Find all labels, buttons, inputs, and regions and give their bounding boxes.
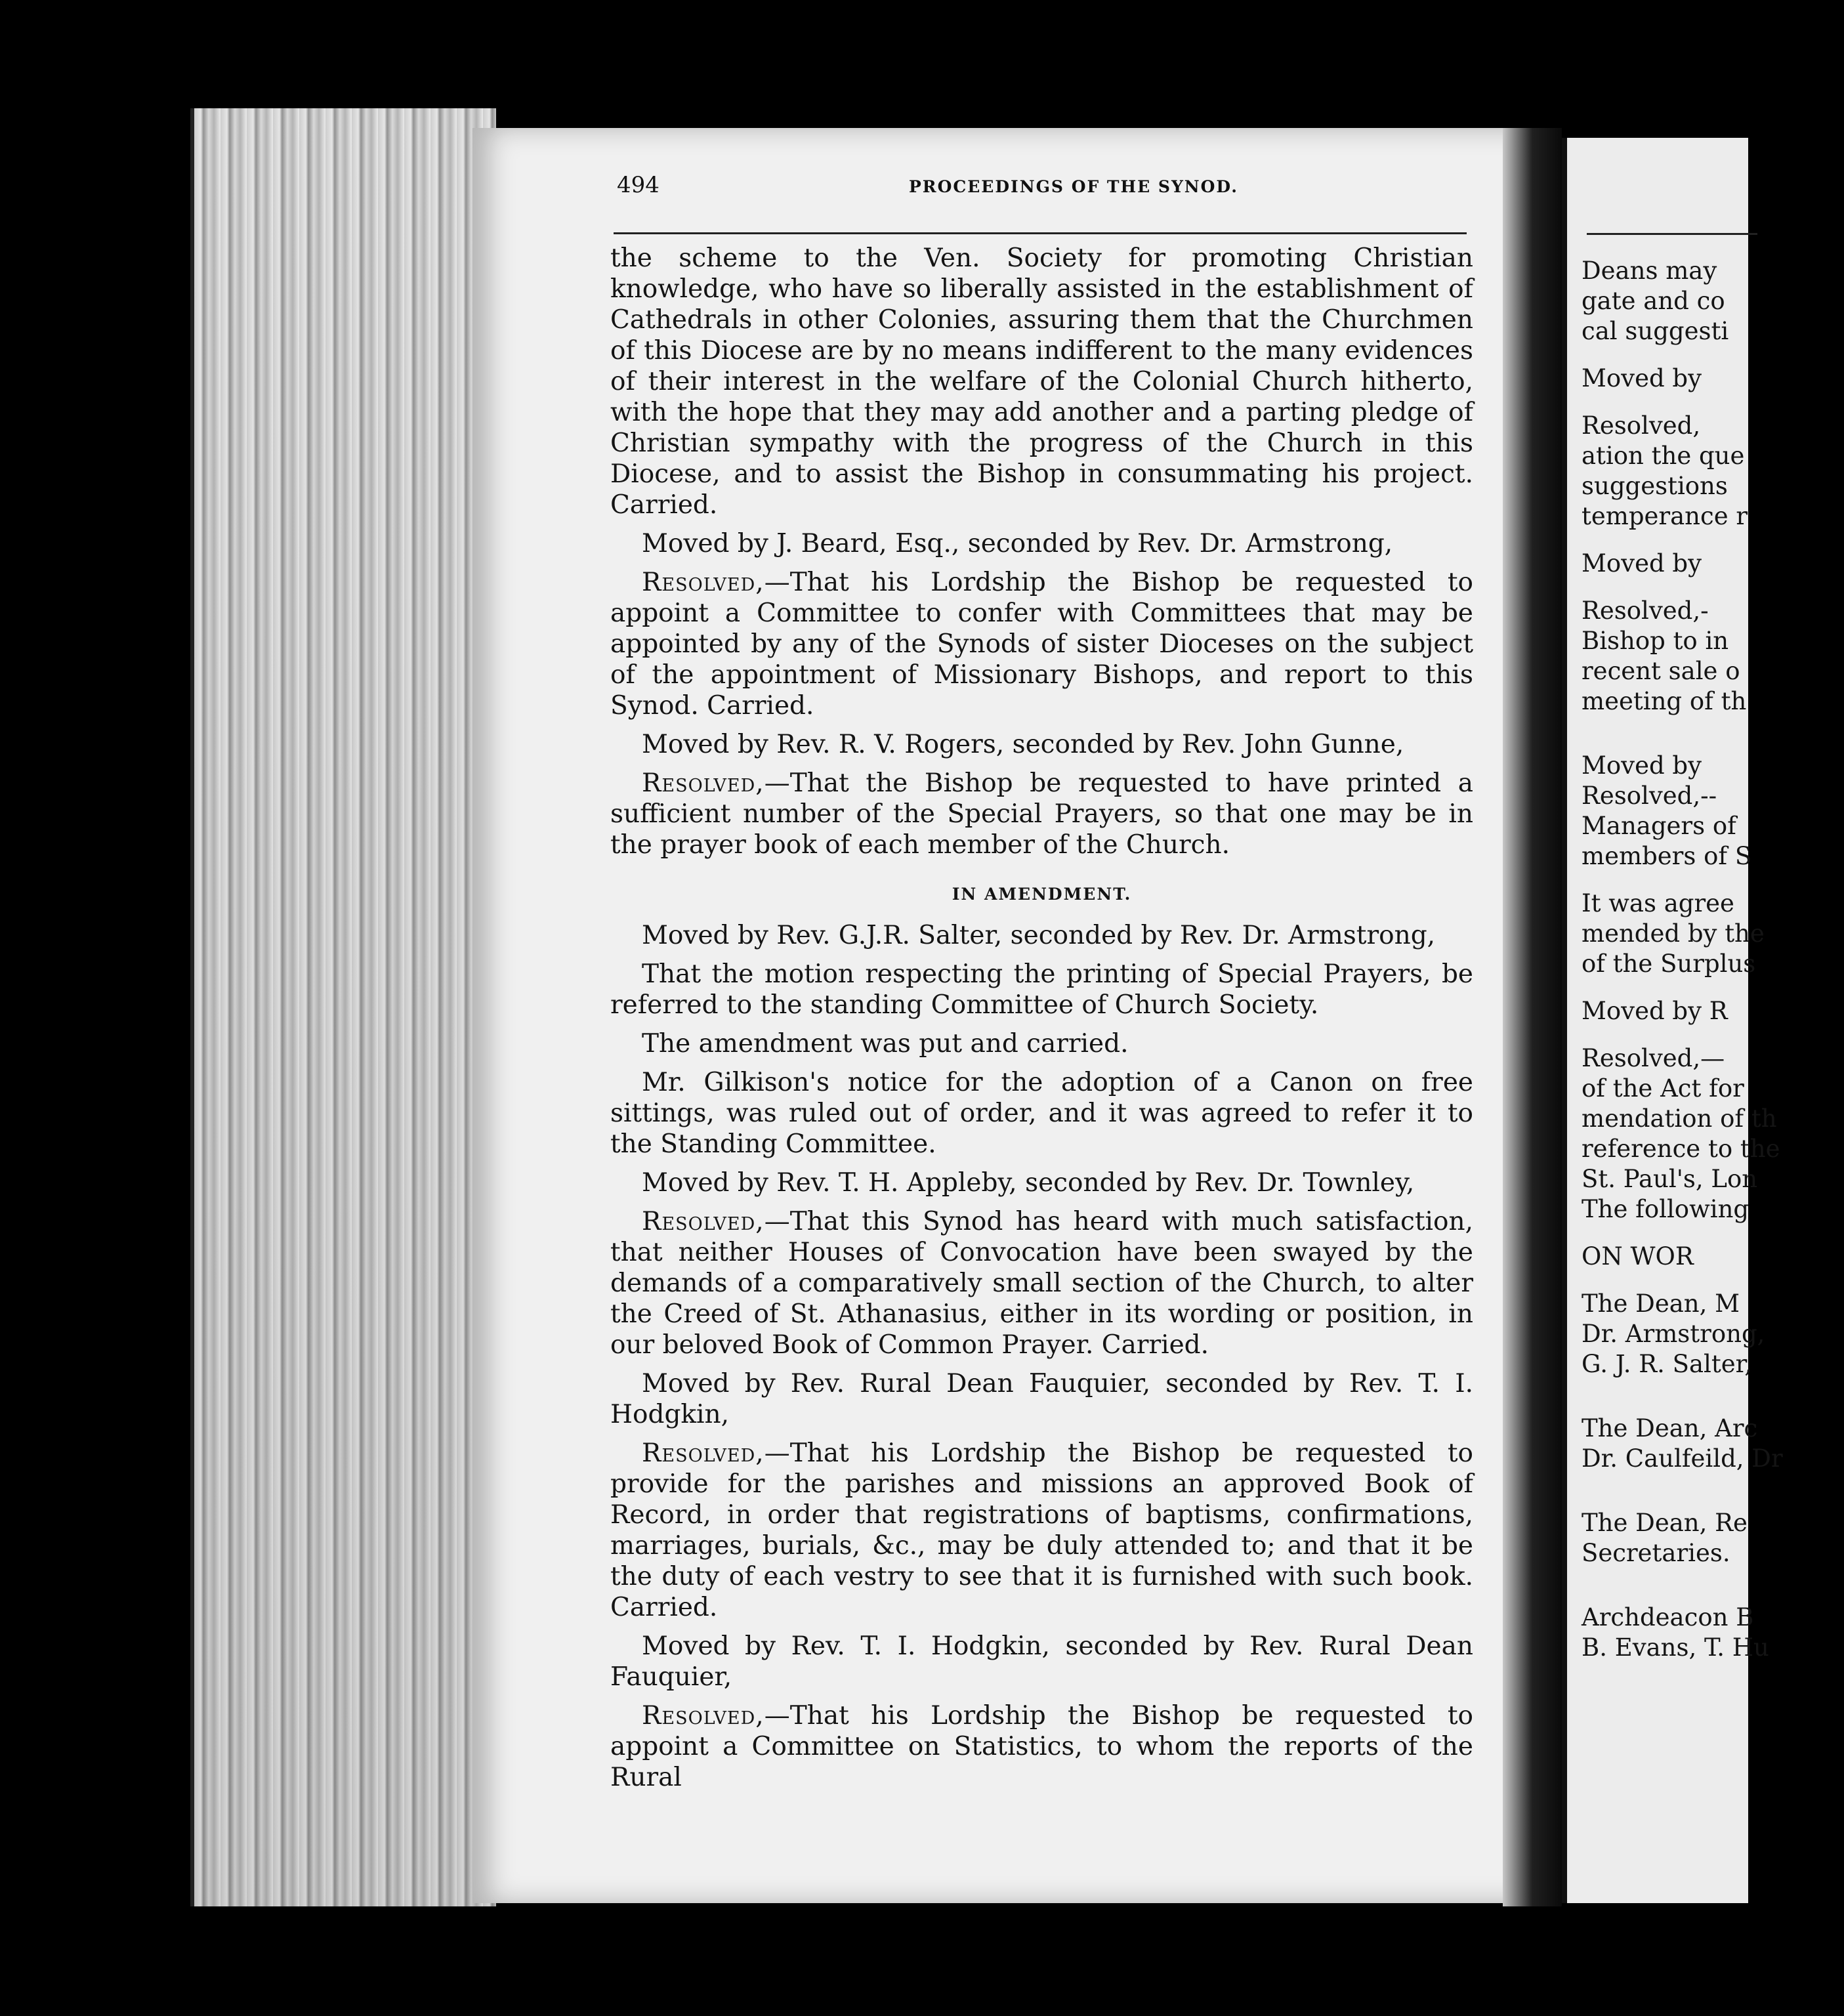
right-page-gap xyxy=(1582,1396,1844,1414)
right-page-line: It was agree xyxy=(1582,889,1734,917)
right-page-line: ON WOR xyxy=(1582,1242,1694,1270)
right-page-line: mendation of th xyxy=(1582,1104,1777,1133)
right-page-gap xyxy=(1582,1026,1844,1043)
right-page-body xyxy=(1582,256,1844,1663)
paragraph xyxy=(610,1206,1473,1360)
paragraph-text: —That his Lordship the Bishop be requested to appoint a Committee to confer with Committees that may be appointed by any of the Synods of sister Dioceses on the subject of the appointment of Missionary Bishops, and report to this Synod. Carried. xyxy=(610,568,1473,721)
right-page-line: members of S xyxy=(1582,842,1752,870)
right-page-line: Secretaries. xyxy=(1582,1539,1730,1567)
paragraph xyxy=(610,1438,1473,1623)
right-page-line: cal suggesti xyxy=(1582,317,1729,345)
resolved-lead: Resolved, xyxy=(642,1207,765,1236)
right-page-gap xyxy=(1582,1474,1844,1491)
right-page-line: ation the que xyxy=(1582,442,1745,470)
right-page-line: Moved by xyxy=(1582,549,1702,578)
right-page-line: of the Act for xyxy=(1582,1074,1744,1102)
paragraph-text: —That this Synod has heard with much satisfaction, that neither Houses of Convocation have been swayed by the demands of a comparatively small section of the Church, to alter the Creed of St. Athanasius, either in its wording or position, in our beloved Book of Common Prayer. Carried. xyxy=(610,1207,1473,1360)
right-page-line: Resolved, xyxy=(1582,411,1701,440)
right-page-line: reference to the xyxy=(1582,1135,1780,1163)
right-page-line: Moved by xyxy=(1582,364,1702,392)
right-page-line: Archdeacon B xyxy=(1582,1603,1754,1631)
right-page-line: recent sale o xyxy=(1582,657,1740,685)
resolved-lead: Resolved, xyxy=(642,768,765,798)
book-gutter xyxy=(1503,128,1562,1906)
paragraph: Mr. Gilkison's notice for the adoption of a Canon on free sittings, was ruled out of order, and it was agreed to refer it to the Standing Committee. xyxy=(610,1068,1473,1159)
header-rule xyxy=(614,232,1467,234)
right-page-line: B. Evans, T. Hu xyxy=(1582,1633,1769,1662)
paragraph: Moved by Rev. R. V. Rogers, seconded by Rev. John Gunne, xyxy=(642,730,1404,759)
page-number: 494 xyxy=(617,172,660,198)
right-page-line: meeting of th xyxy=(1582,687,1747,715)
resolved-lead: Resolved, xyxy=(642,568,765,597)
right-page-line: Moved by R xyxy=(1582,997,1728,1025)
paragraph-text: —That his Lordship the Bishop be requested to appoint a Committee on Statistics, to whom the reports of the Rural xyxy=(610,1701,1473,1792)
right-page-line: suggestions xyxy=(1582,472,1728,500)
right-page-line: Deans may xyxy=(1582,257,1717,285)
right-page-gap xyxy=(1582,579,1844,596)
right-page-line: gate and co xyxy=(1582,287,1725,315)
right-header-rule xyxy=(1587,233,1757,235)
right-page-line: of the Surplus xyxy=(1582,950,1756,978)
paragraph xyxy=(610,768,1473,860)
resolved-lead: Resolved, xyxy=(642,1701,765,1731)
paragraph: Moved by Rev. G.J.R. Salter, seconded by Rev. Dr. Armstrong, xyxy=(642,921,1436,950)
paragraph-text: —That the Bishop be requested to have printed a sufficient number of the Special Prayers, so that one may be in the prayer book of each member of the Church. xyxy=(610,768,1473,860)
paragraph: That the motion respecting the printing of Special Prayers, be referred to the standing Committee of Church Society. xyxy=(610,959,1473,1020)
right-page-line: The Dean, M xyxy=(1582,1290,1740,1318)
right-page-gap xyxy=(1582,394,1844,411)
right-page-line: Bishop to in xyxy=(1582,627,1729,655)
right-page-line: The following xyxy=(1582,1195,1750,1223)
right-page-line: Dr. Armstrong, xyxy=(1582,1320,1765,1348)
right-page-gap xyxy=(1582,1491,1844,1508)
right-page-line: Moved by xyxy=(1582,751,1702,780)
right-page-gap xyxy=(1582,346,1844,364)
right-page-gap xyxy=(1582,717,1844,734)
right-page-line: Resolved,-- xyxy=(1582,782,1717,810)
right-page-gap xyxy=(1582,532,1844,549)
right-page-gap xyxy=(1582,1568,1844,1586)
running-head: PROCEEDINGS OF THE SYNOD. xyxy=(909,177,1238,196)
right-page-line: St. Paul's, Lon xyxy=(1582,1165,1758,1193)
paragraph: the scheme to the Ven. Society for promoting Christian knowledge, who have so liberally assisted in the establishment of Cathedrals in other Colonies, assuring them that the Churchmen of this Diocese are by no means indifferent to the many evidences of their interest in the welfare of the Colonial Church hitherto, with the hope that they may add another and a parting pledge of Christian sympathy with the progress of the Church in this Diocese, and to assist the Bishop in consummating his project. Carried. xyxy=(610,243,1473,520)
right-page-line: temperance r xyxy=(1582,502,1748,530)
paragraph xyxy=(610,567,1473,721)
right-page-gap xyxy=(1582,872,1844,889)
right-page-line: Resolved,- xyxy=(1582,597,1709,625)
paragraph: The amendment was put and carried. xyxy=(642,1029,1129,1059)
right-page-gap xyxy=(1582,1272,1844,1289)
right-page-gap xyxy=(1582,1379,1844,1396)
paragraph: Moved by Rev. Rural Dean Fauquier, seconded by Rev. T. I. Hodgkin, xyxy=(610,1369,1473,1429)
paragraph: Moved by Rev. T. I. Hodgkin, seconded by Rev. Rural Dean Fauquier, xyxy=(610,1631,1473,1692)
left-page-body xyxy=(610,243,1473,1801)
right-page-line: Dr. Caulfeild, Dr xyxy=(1582,1444,1783,1473)
right-page-gap xyxy=(1582,1586,1844,1603)
paragraph: Moved by Rev. T. H. Appleby, seconded by Rev. Dr. Townley, xyxy=(642,1168,1415,1198)
right-page-line: mended by the xyxy=(1582,919,1765,948)
right-page-line: Resolved,— xyxy=(1582,1044,1725,1072)
paragraph: Moved by J. Beard, Esq., seconded by Rev. Dr. Armstrong, xyxy=(642,529,1393,558)
right-page-line: The Dean, Arc xyxy=(1582,1414,1758,1442)
right-page xyxy=(1562,138,1783,1903)
resolved-lead: Resolved, xyxy=(642,1438,765,1468)
right-page-gap xyxy=(1582,734,1844,751)
right-page-line: The Dean, Re xyxy=(1582,1509,1748,1537)
right-page-line: G. J. R. Salter, xyxy=(1582,1350,1753,1378)
right-page-gap xyxy=(1582,1225,1844,1242)
right-page-gap xyxy=(1582,979,1844,996)
paragraph xyxy=(610,1700,1473,1793)
paragraph-text: —That his Lordship the Bishop be requested to provide for the parishes and missions an approved Book of Record, in order that registrations of baptisms, confirmations, marriages, burials, &c., may be duly attended to; and that it be the duty of each vestry to see that it is furnished with such book. Carried. xyxy=(610,1438,1473,1622)
book-page-edges xyxy=(190,108,496,1906)
section-subheading: IN AMENDMENT. xyxy=(952,885,1132,904)
right-page-line: Managers of xyxy=(1582,812,1736,840)
